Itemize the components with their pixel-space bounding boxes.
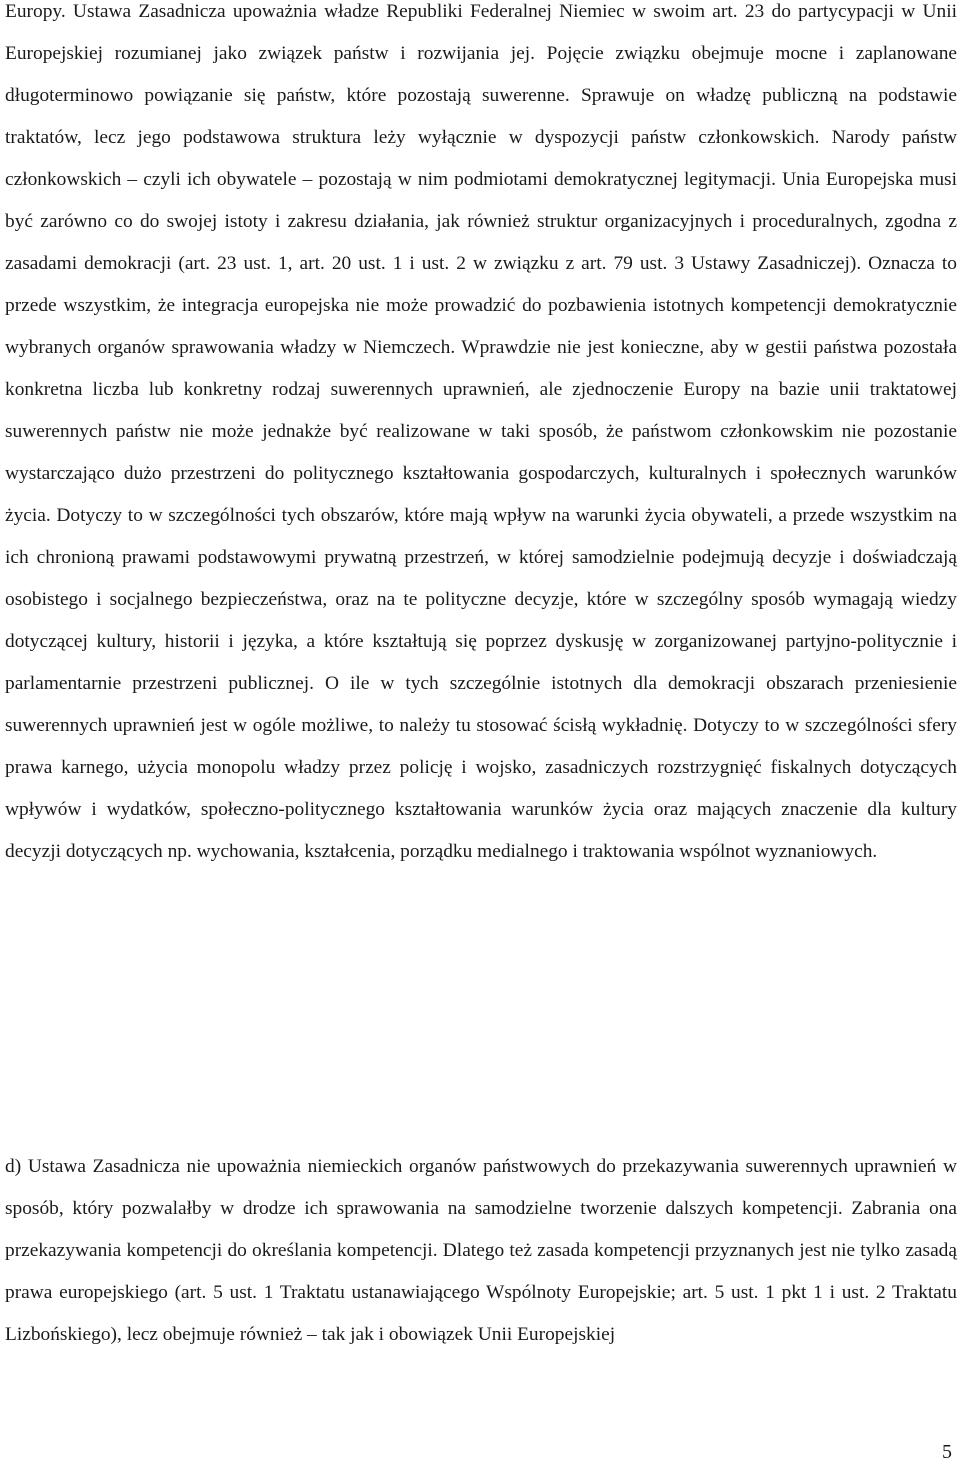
page-number: 5 xyxy=(942,1441,952,1463)
body-paragraph-2: d) Ustawa Zasadnicza nie upoważnia niemieckich organów państwowych do przekazywania suwerennych uprawnień w sposób, który pozwalałby w drodze ich sprawowania na samodzielne tworzenie dalszych kompetencji. Zabrania ona przekazywania kompetencji do określania kompetencji. Dlatego też zasada kompetencji przyznanych jest nie tylko zasadą prawa europejskiego (art. 5 ust. 1 Traktatu ustanawiającego Wspólnoty Europejskie; art. 5 ust. 1 pkt 1 i ust. 2 Traktatu Lizbońskiego), lecz obejmuje również – tak jak i obowiązek Unii Europejskiej xyxy=(5,1156,957,1345)
body-paragraph-1: Europy. Ustawa Zasadnicza upoważnia władze Republiki Federalnej Niemiec w swoim art. 23 do partycypacji w Unii Europejskiej rozumianej jako związek państw i rozwijania jej. Pojęcie związku obejmuje mocne i zaplanowane długoterminowo powiązanie się państw, które pozostają suwerenne. Sprawuje on władzę publiczną na podstawie traktatów, lecz jego podstawowa struktura leży wyłącznie w dyspozycji państw członkowskich. Narody państw członkowskich – czyli ich obywatele – pozostają w nim podmiotami demokratycznej legitymacji. Unia Europejska musi być zarówno co do swojej istoty i zakresu działania, jak również struktur organizacyjnych i proceduralnych, zgodna z zasadami demokracji (art. 23 ust. 1, art. 20 ust. 1 i ust. 2 w związku z art. 79 ust. 3 Ustawy Zasadniczej). Oznacza to przede wszystkim, że integracja europejska nie może prowadzić do pozbawienia istotnych kompetencji demokratycznie wybranych organów sprawowania władzy w Niemczech. Wprawdzie nie jest konieczne, aby w gestii państwa pozostała konkretna liczba lub konkretny rodzaj suwerennych uprawnień, ale zjednoczenie Europy na bazie unii traktatowej suwerennych państw nie może jednakże być realizowane w taki sposób, że państwom członkowskim nie pozostanie wystarczająco dużo przestrzeni do politycznego kształtowania gospodarczych, kulturalnych i społecznych warunków życia. Dotyczy to w szczególności tych obszarów, które mają wpływ na warunki życia obywateli, a przede wszystkim na ich chronioną prawami podstawowymi prywatną przestrzeń, w której samodzielnie podejmują decyzje i doświadczają osobistego i socjalnego bezpieczeństwa, oraz na te polityczne decyzje, które w szczególny sposób wymagają wiedzy dotyczącej kultury, historii i języka, a które kształtują się poprzez dyskusję w zorganizowanej partyjno-politycznie i parlamentarnie przestrzeni publicznej. O ile w tych szczególnie istotnych dla demokracji obszarach przeniesienie suwerennych uprawnień jest w ogóle możliwe, to należy tu stosować ścisłą wykładnię. Dotyczy to w szczególności sfery prawa karnego, użycia monopolu władzy przez policję i wojsko, zasadniczych rozstrzygnięć fiskalnych dotyczących wpływów i wydatków, społeczno-politycznego kształtowania warunków życia oraz mających znaczenie dla kultury decyzji dotyczących np. wychowania, kształcenia, porządku medialnego i traktowania wspólnot wyznaniowych. xyxy=(5,1,957,862)
